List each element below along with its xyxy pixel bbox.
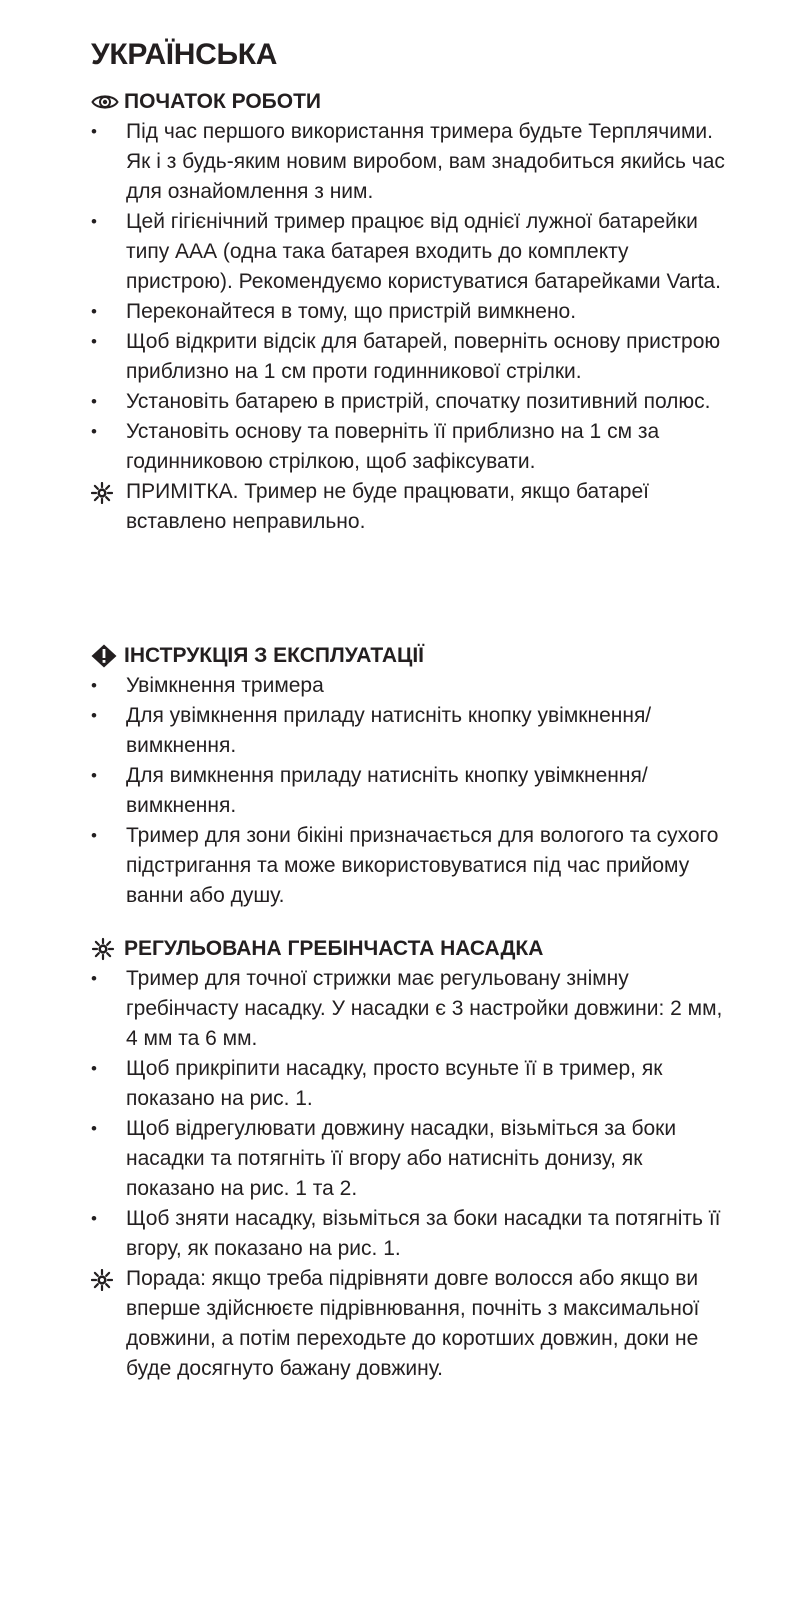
list-item: • Щоб зняти насадку, візьміться за боки насадки та потягніть її вгору, як показано на рис. 1. xyxy=(91,1204,731,1264)
section-getting-started xyxy=(91,88,731,537)
section-instructions xyxy=(91,642,731,911)
list-item: • Переконайтеся в тому, що пристрій вимкнено. xyxy=(91,297,731,327)
section-title: ІНСТРУКЦІЯ З ЕКСПЛУАТАЦІЇ xyxy=(124,644,424,667)
section-heading xyxy=(91,88,731,116)
bullet-list xyxy=(91,964,731,1384)
list-item: • Для увімкнення приладу натисніть кнопку увімкнення/вимкнення. xyxy=(91,701,731,761)
list-item: • Тример для точної стрижки має регульовану знімну гребінчасту насадку. У насадки є 3 настройки довжини: 2 мм, 4 мм та 6 мм. xyxy=(91,964,731,1054)
sun-icon xyxy=(91,482,113,504)
language-title: УКРАЇНСЬКА xyxy=(91,38,278,71)
note-item xyxy=(91,477,731,537)
note-text: ПРИМІТКА. Тример не буде працювати, якщо батареї вставлено неправильно. xyxy=(126,480,649,533)
section-adjustable-comb xyxy=(91,935,731,1384)
list-item: • Цей гігієнічний тример працює від однієї лужної батарейки типу ААА (одна така батарея входить до комплекту пристрою). Рекомендуємо користуватися батарейками Varta. xyxy=(91,207,731,297)
tip-text: Порада: якщо треба підрівняти довге волосся або якщо ви вперше здійснюєте підрівнювання, почніть з максимальної довжини, а потім переходьте до коротших довжин, доки не буде досягнуто бажану довжину. xyxy=(126,1267,700,1380)
sun-icon xyxy=(91,1269,113,1291)
eye-icon xyxy=(91,90,119,114)
bullet-list xyxy=(91,117,731,537)
list-item: • Тример для зони бікіні призначається для вологого та сухого підстригання та може використовуватися під час прийому ванни або душу. xyxy=(91,821,731,911)
list-item: • Щоб прикріпити насадку, просто всуньте її в тример, як показано на рис. 1. xyxy=(91,1054,731,1114)
section-heading xyxy=(91,642,731,670)
list-item: • Увімкнення тримера xyxy=(91,671,731,701)
list-item: • Під час першого використання тримера будьте Терплячими. Як і з будь-яким новим виробом, вам знадобиться якийсь час для ознайомлення з ним. xyxy=(91,117,731,207)
section-title: РЕГУЛЬОВАНА ГРЕБІНЧАСТА НАСАДКА xyxy=(124,937,544,960)
tip-item xyxy=(91,1264,731,1384)
list-item: • Для вимкнення приладу натисніть кнопку увімкнення/вимкнення. xyxy=(91,761,731,821)
warning-diamond-icon xyxy=(91,644,119,668)
list-item: • Установіть основу та поверніть її приблизно на 1 см за годинниковою стрілкою, щоб зафіксувати. xyxy=(91,417,731,477)
list-item: • Установіть батарею в пристрій, спочатку позитивний полюс. xyxy=(91,387,731,417)
section-heading xyxy=(91,935,731,963)
bullet-list xyxy=(91,671,731,911)
sun-icon xyxy=(91,937,119,961)
list-item: • Щоб відрегулювати довжину насадки, візьміться за боки насадки та потягніть її вгору або натисніть донизу, як показано на рис. 1 та 2. xyxy=(91,1114,731,1204)
section-title: ПОЧАТОК РОБОТИ xyxy=(124,90,322,113)
list-item: • Щоб відкрити відсік для батарей, поверніть основу пристрою приблизно на 1 см проти годинникової стрілки. xyxy=(91,327,731,387)
